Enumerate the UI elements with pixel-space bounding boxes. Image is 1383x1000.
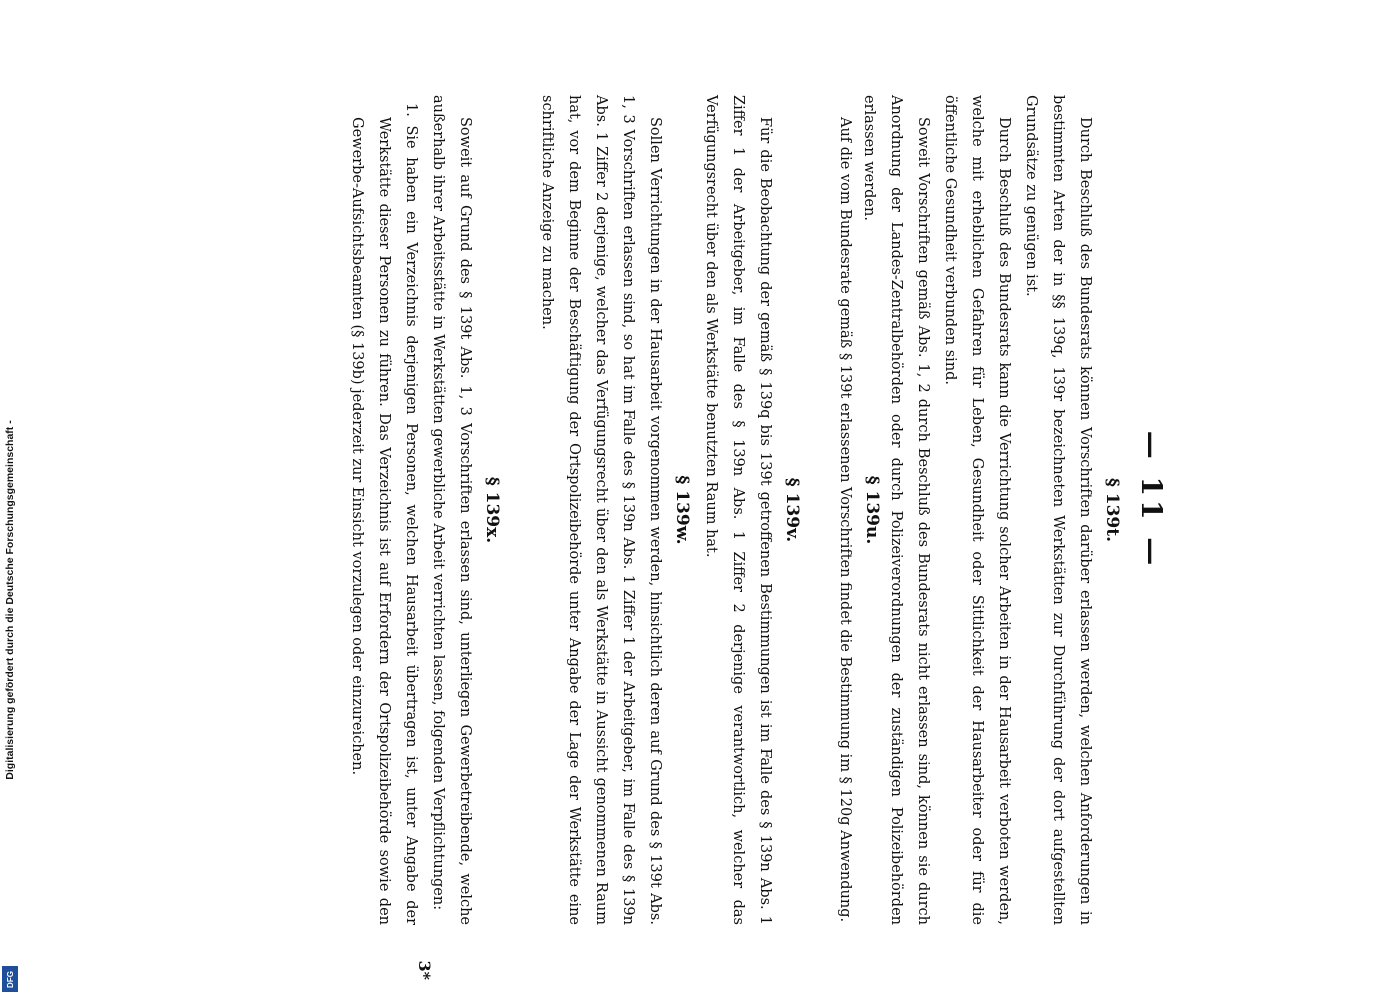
- paragraph: Durch Beschluß des Bundesrats kann die Verrichtung solcher Arbeiten in der Hausarbeit verboten werden, welche mit erheblichen Gefahren für Leben, Gesundheit oder Sittlichkeit der Hausarbeiter oder für die öffentliche Gesundheit verbunden sind.: [942, 95, 1012, 925]
- rotated-page: [202, 0, 1182, 1000]
- paragraph: Sollen Verrichtungen in der Hausarbeit vorgenommen werden, hinsichtlich deren auf Grund des § 139t Abs. 1, 3 Vorschriften erlassen sind, so hat im Falle des § 139n Abs. 1 Ziffer 1 der Arbeitgeber, im Falle des § 139n Abs. 1 Ziffer 2 derjenige, welcher das Verfügungsrecht über den als Werkstätte in Aussicht genommenen Raum hat, vor dem Beginne der Beschäftigung der Ortspolizeibehörde unter Angabe der Lage der Werkstätte eine schriftliche Anzeige zu machen.: [539, 95, 663, 925]
- section-139t: [855, 95, 1122, 925]
- digitization-note: Digitalisierung gefördert durch die Deutsche Forschungsgemeinschaft -: [4, 420, 16, 780]
- section-title: § 139x.: [482, 476, 502, 544]
- paragraph: Soweit auf Grund des § 139t Abs. 1, 3 Vorschriften erlassen sind, unterliegen Gewerbetreibende, welche außerhalb ihrer Arbeitsstätte in Werkstätten gewerbliche Arbeit verrichten lassen, folgenden Verpflichtungen:: [430, 95, 473, 925]
- page-content: [202, 0, 1182, 1000]
- digitization-strip: [0, 0, 20, 1000]
- section-title: § 139v.: [782, 477, 802, 543]
- list-item: 1. Sie haben ein Verzeichnis derjenigen Personen, welchen Hausarbeit übertragen ist, unter Angabe der Werkstätte dieser Personen zu führen. Das Verzeichnis ist auf Erfordern der Ortspolizeibehörde sowie den Gewerbe-Aufsichtsbeamten (§ 139b) jederzeit zur Einsicht vorzulegen oder einzureichen.: [349, 103, 419, 925]
- dfg-logo-icon: [2, 966, 18, 992]
- paragraph: Soweit Vorschriften gemäß Abs. 1, 2 durch Beschluß des Bundesrats nicht erlassen sind, können sie durch Anordnung der Landes-Zentralbehörden oder durch Polizeiverordnungen der zuständigen Polizeibehörden erlassen werden.: [861, 95, 931, 925]
- paragraph: Durch Beschluß des Bundesrats können Vorschriften darüber erlassen werden, welchen Anforderungen in bestimmten Arten der in §§ 139q, 139r bezeichneten Werkstätten zur Durchführung der dort aufgestellten Grundsätze zu genügen ist.: [1023, 95, 1093, 925]
- section-title: § 139u.: [862, 475, 882, 545]
- section-title: § 139t.: [1102, 477, 1122, 543]
- paragraph: Für die Beobachtung der gemäß § 139q bis 139t getroffenen Bestimmungen ist im Falle des § 139n Abs. 1 Ziffer 1 der Arbeitgeber, im Falle des § 139n Abs. 1 Ziffer 2 derjenige verantwortlich, welcher das Verfügungsrecht über den als Werkstätte benutzten Raum hat.: [703, 95, 773, 925]
- signature-mark: 3*: [415, 960, 434, 980]
- section-139w: [533, 95, 692, 925]
- page-number: — 11 —: [1135, 430, 1168, 570]
- paragraph: Auf die vom Bundesrate gemäß § 139t erlassenen Vorschriften findet die Bestimmung im § 120g Anwendung.: [837, 117, 853, 923]
- section-139u: [831, 95, 882, 925]
- section-139v: [697, 95, 802, 925]
- section-title: § 139w.: [672, 475, 692, 545]
- dfg-logo-text: DFG: [5, 970, 15, 988]
